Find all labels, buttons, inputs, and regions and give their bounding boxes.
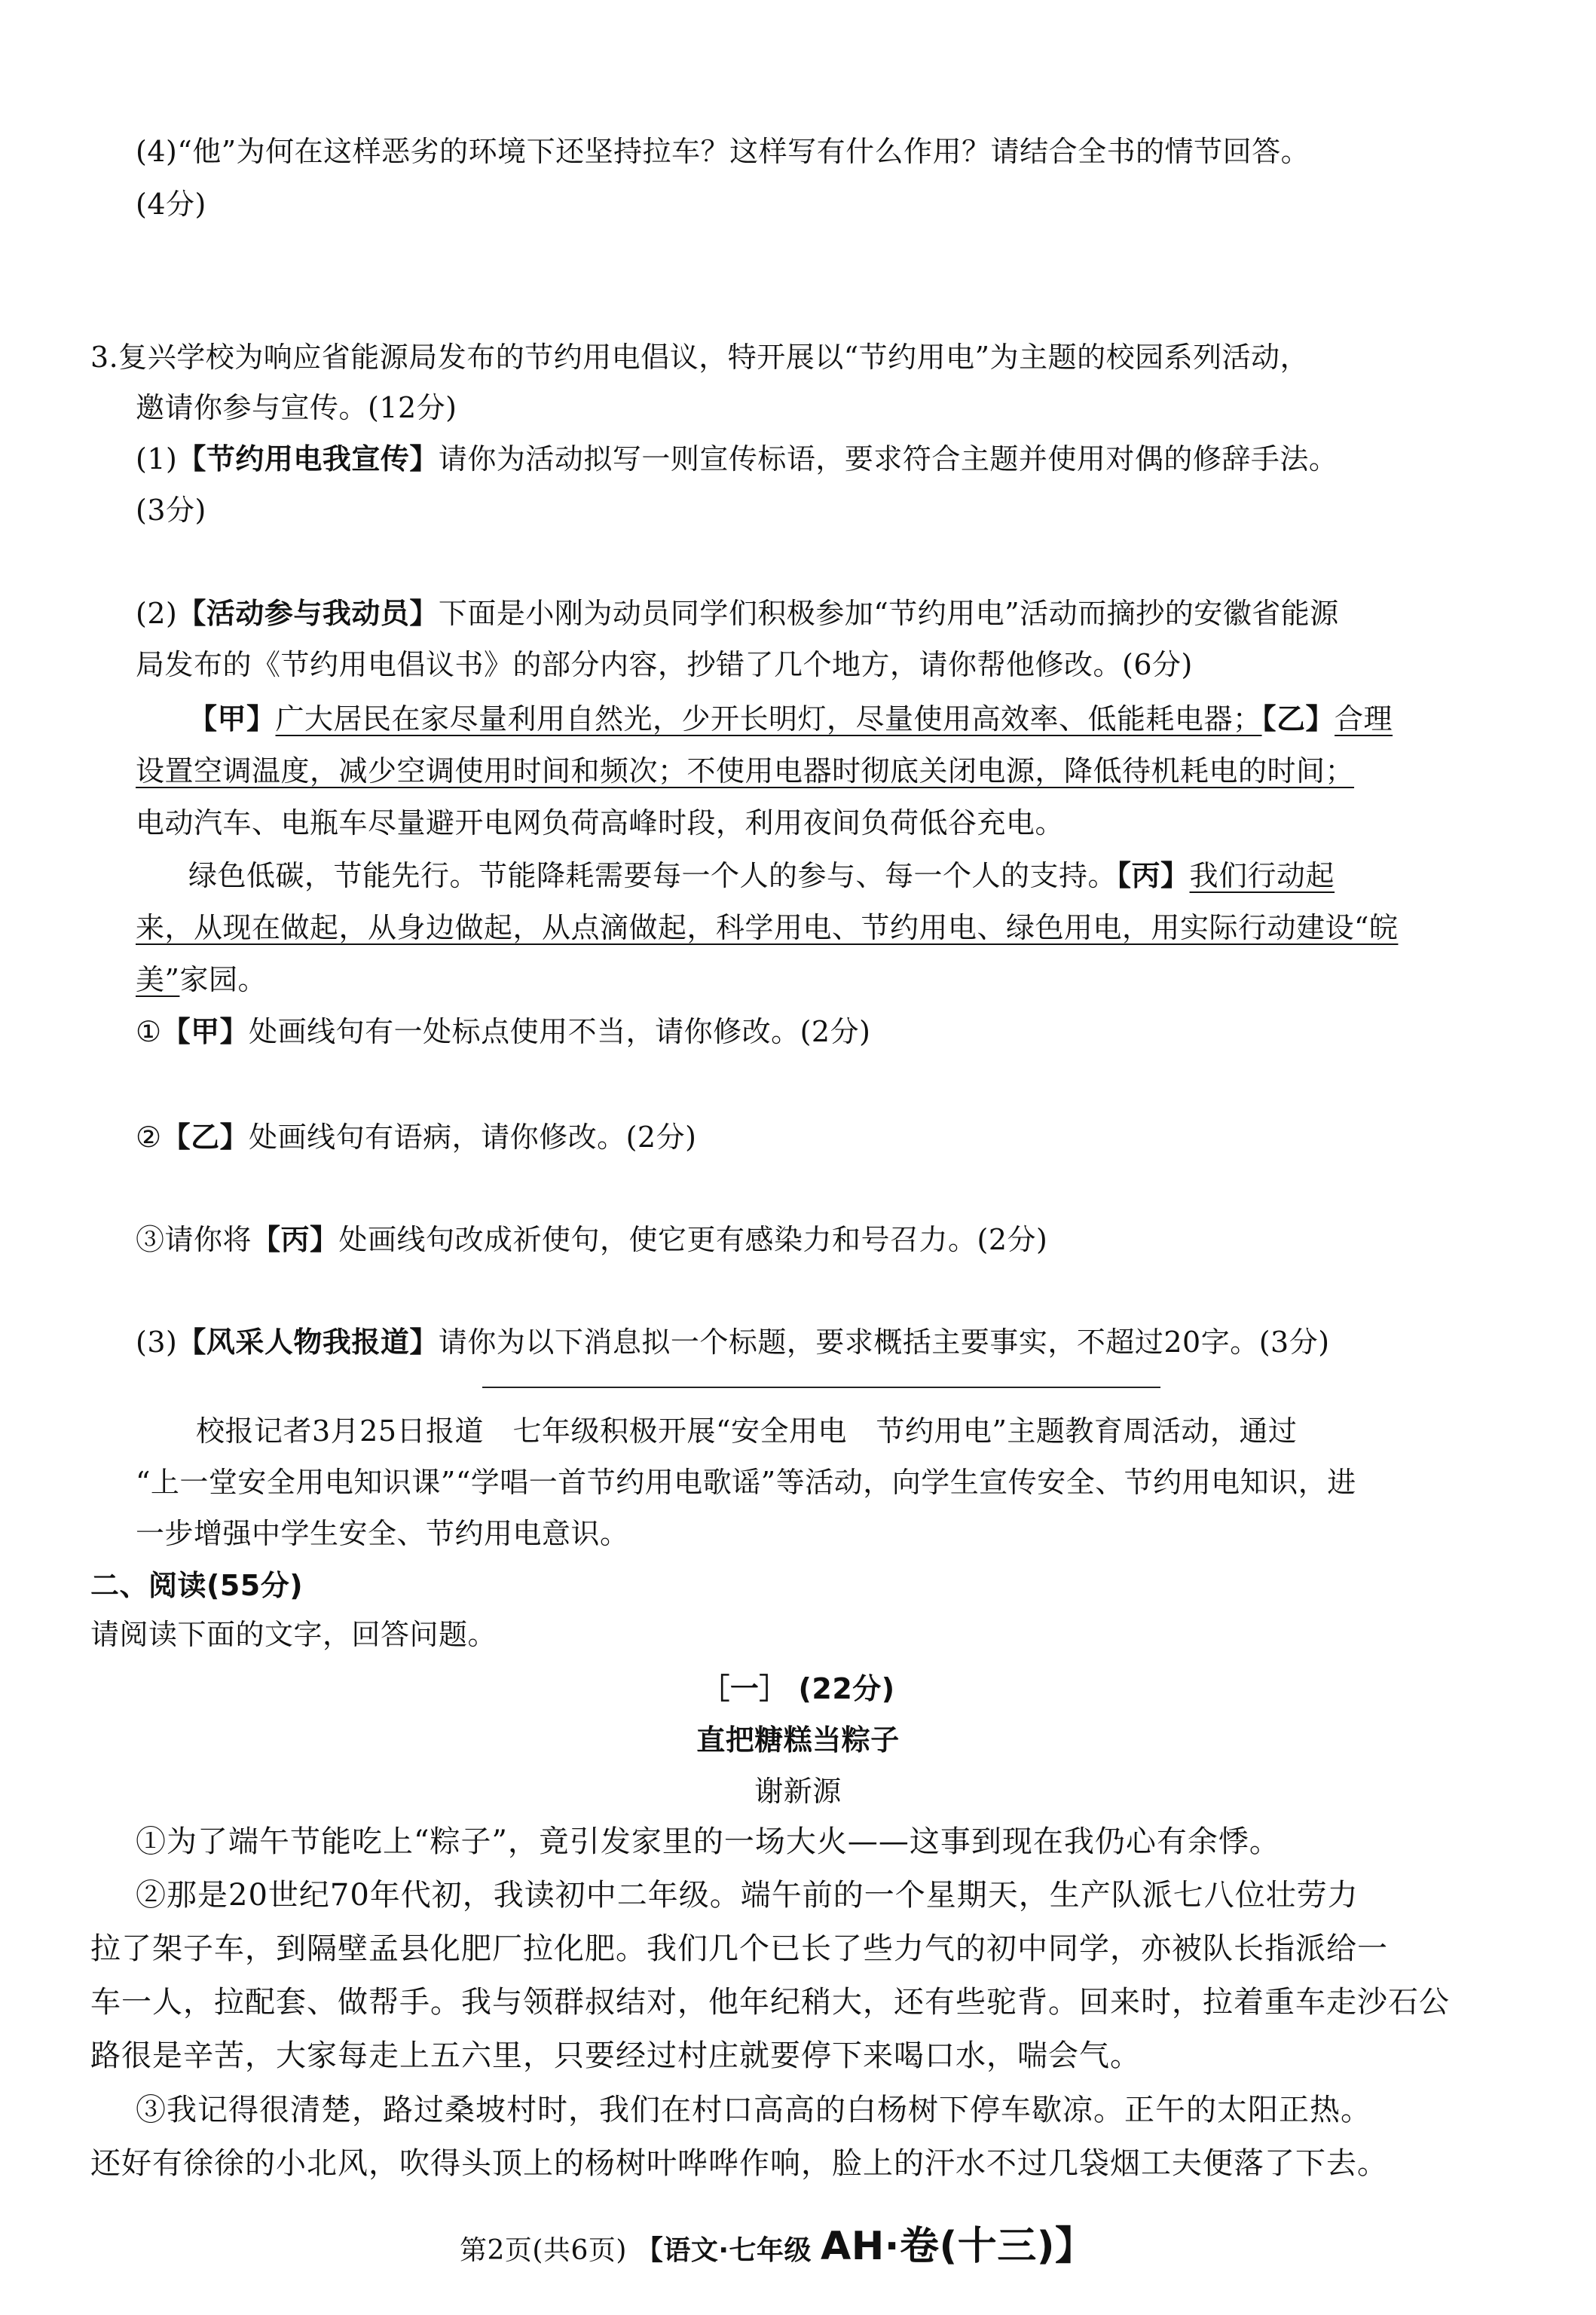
bing-tag: 【丙】 xyxy=(1117,859,1190,892)
part2-number: (2) xyxy=(136,597,178,630)
jia-tag: 【甲】 xyxy=(188,702,276,735)
question-3-part3 xyxy=(136,1326,1330,1359)
sub3-text: 处画线句改成祈使句，使它更有感染力和号召力。(2分) xyxy=(338,1223,1048,1256)
passage-line1 xyxy=(188,702,1393,735)
bing-underlined-start: 我们行动起 xyxy=(1189,859,1335,892)
question-3-intro-line2: 邀请你参与宣传。(12分) xyxy=(136,391,457,424)
jia-underlined-sentence: 广大居民在家尽量利用自然光，少开长明灯，尽量使用高效率、低能耗电器； xyxy=(275,702,1262,735)
passage-line4-text: 绿色低碳，节能先行。节能降耗需要每一个人的参与、每一个人的支持。 xyxy=(188,859,1118,892)
part1-text: 请你为活动拟写一则宣传标语，要求符合主题并使用对偶的修辞手法。 xyxy=(438,442,1338,476)
question-3-intro-line1: 3.复兴学校为响应省能源局发布的节约用电倡议，特开展以“节约用电”为主题的校园系列活动， xyxy=(90,341,1310,374)
question-3-part2 xyxy=(136,599,1339,628)
sub1-number: ① xyxy=(136,1015,162,1048)
part3-tag: 【风采人物我报道】 xyxy=(177,1326,439,1359)
article-title: 直把糖糕当粽子 xyxy=(696,1723,900,1757)
passage-line5 xyxy=(136,913,1398,942)
question-2-4-line1: (4)“他”为何在这样恶劣的环境下还坚持拉车？这样写有什么作用？请结合全书的情节回答。 xyxy=(136,135,1310,168)
passage-line6 xyxy=(136,965,267,994)
question-3-part2-line2: 局发布的《节约用电倡议书》的部分内容，抄错了几个地方，请你帮他修改。(6分) xyxy=(136,648,1193,681)
part3-number: (3) xyxy=(136,1326,178,1359)
passage-line6-text: 家园。 xyxy=(179,963,267,996)
part1-number: (1) xyxy=(136,442,178,476)
sub3-pre: 请你将 xyxy=(164,1223,252,1256)
news-line3: 一步增强中学生安全、节约用电意识。 xyxy=(136,1517,629,1550)
yi-underlined-start: 合理 xyxy=(1335,702,1393,735)
news-line1: 校报记者3月25日报道 七年级积极开展“安全用电 节约用电”主题教育周活动，通过 xyxy=(196,1414,1298,1448)
sub2-number: ② xyxy=(136,1121,162,1154)
sub3-number: ③ xyxy=(136,1223,165,1256)
article-para2-line3: 车一人，拉配套、做帮手。我与领群叔结对，他年纪稍大，还有些驼背。回来时，拉着重车走沙石公 xyxy=(90,1985,1450,2020)
subject-label: 【语文·七年级 xyxy=(635,2235,812,2266)
sub2-tag: 【乙】 xyxy=(161,1121,249,1154)
subquestion-2 xyxy=(136,1121,697,1154)
article-author: 谢新源 xyxy=(754,1775,842,1808)
question-2-4-score: (4分) xyxy=(136,188,206,221)
part2-tag: 【活动参与我动员】 xyxy=(177,597,439,630)
article-para2-line4: 路很是辛苦，大家每走上五六里，只要经过村庄就要停下来喝口水，喘会气。 xyxy=(90,2038,1141,2073)
question-3-part1-score: (3分) xyxy=(136,494,206,527)
part-title: ［一］ (22分) xyxy=(701,1672,895,1705)
article-para3-line2: 还好有徐徐的小北风，吹得头顶上的杨树叶哗哗作响，脸上的汗水不过几袋烟工夫便落了下去。 xyxy=(90,2146,1388,2181)
section-2-heading: 二、阅读(55分) xyxy=(90,1569,304,1602)
exam-code: AH·卷(十三)】 xyxy=(821,2224,1095,2269)
title-answer-line[interactable] xyxy=(482,1387,1160,1388)
article-para1: ①为了端午节能吃上“粽子”，竟引发家里的一场大火——这事到现在我仍心有余悸。 xyxy=(136,1824,1280,1859)
news-line2: “上一堂安全用电知识课”“学唱一首节约用电歌谣”等活动，向学生宣传安全、节约用电知识，进 xyxy=(136,1466,1356,1499)
sub3-tag: 【丙】 xyxy=(252,1223,339,1256)
sub2-text: 处画线句有语病，请你修改。(2分) xyxy=(249,1121,697,1154)
passage-line2 xyxy=(136,754,1355,787)
subquestion-3 xyxy=(136,1225,1047,1254)
sub1-tag: 【甲】 xyxy=(161,1015,249,1048)
part2-text1: 下面是小刚为动员同学们积极参加“节约用电”活动而摘抄的安徽省能源 xyxy=(438,597,1339,630)
article-para2-line2: 拉了架子车，到隔壁孟县化肥厂拉化肥。我们几个已长了些力气的初中同学，亦被队长指派给一 xyxy=(90,1931,1388,1966)
page-number: 第2页(共6页) xyxy=(460,2235,627,2266)
article-para3-line1: ③我记得很清楚，路过桑坡村时，我们在村口高高的白杨树下停车歇凉。正午的太阳正热。 xyxy=(136,2093,1371,2127)
part3-text: 请你为以下消息拟一个标题，要求概括主要事实，不超过20字。(3分) xyxy=(438,1326,1330,1359)
article-para2-line1: ②那是20世纪70年代初，我读初中二年级。端午前的一个星期天，生产队派七八位壮劳力 xyxy=(136,1878,1359,1913)
sub1-text: 处画线句有一处标点使用不当，请你修改。(2分) xyxy=(249,1015,871,1048)
question-3-part1 xyxy=(136,442,1338,476)
passage-line3: 电动汽车、电瓶车尽量避开电网负荷高峰时段，利用夜间负荷低谷充电。 xyxy=(136,806,1065,839)
yi-tag: 【乙】 xyxy=(1261,702,1335,735)
page-footer xyxy=(460,2224,1095,2269)
yi-underlined-sentence: 设置空调温度，减少空调使用时间和频次；不使用电器时彻底关闭电源，降低待机耗电的时间； xyxy=(136,754,1355,787)
reading-instruction: 请阅读下面的文字，回答问题。 xyxy=(90,1618,497,1651)
part1-tag: 【节约用电我宣传】 xyxy=(177,442,439,476)
bing-underlined-sentence: 来，从现在做起，从身边做起，从点滴做起，科学用电、节约用电、绿色用电，用实际行动建设“皖 xyxy=(136,911,1399,944)
passage-line4 xyxy=(188,861,1335,890)
bing-underlined-end: 美” xyxy=(136,963,180,996)
subquestion-1 xyxy=(136,1017,870,1046)
